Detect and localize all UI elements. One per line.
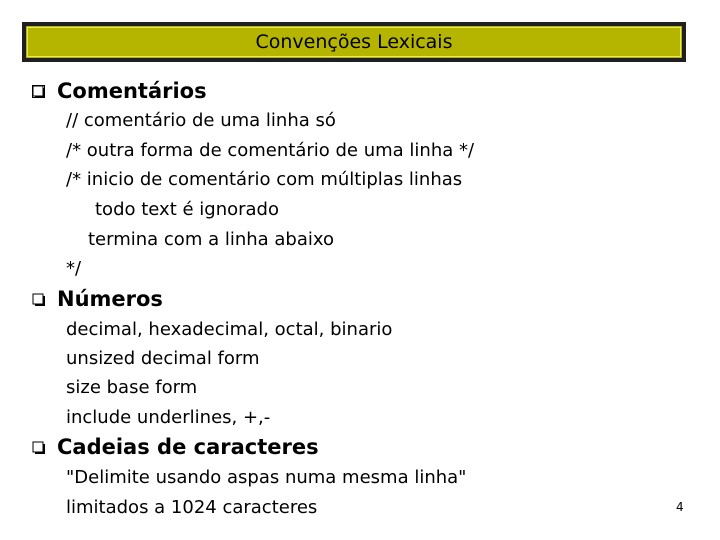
string-line-2: limitados a 1024 caracteres [66, 497, 318, 518]
number-line-2: unsized decimal form [66, 348, 260, 369]
heading-comentarios: Comentários [57, 79, 207, 103]
title-bar [22, 22, 686, 62]
number-line-1: decimal, hexadecimal, octal, binario [66, 319, 393, 340]
square-bullet-icon [32, 85, 45, 98]
square-bullet-icon [32, 293, 45, 306]
number-line-4: include underlines, +,- [66, 407, 271, 428]
title-inner [27, 27, 681, 57]
section-heading [32, 286, 672, 312]
comment-line-3: /* inicio de comentário com múltiplas linhas [66, 169, 463, 190]
page-number: 4 [676, 500, 684, 514]
number-line-3: size base form [66, 377, 198, 398]
section-heading [32, 434, 672, 460]
square-bullet-icon [32, 441, 45, 454]
slide-title: Convenções Lexicais [255, 31, 453, 53]
section-numeros [32, 286, 672, 312]
comment-line-6: */ [66, 258, 82, 279]
string-line-1: "Delimite usando aspas numa mesma linha" [66, 467, 467, 488]
heading-numeros: Números [57, 287, 163, 311]
heading-cadeias: Cadeias de caracteres [57, 435, 319, 459]
section-comentarios [32, 78, 672, 104]
section-cadeias [32, 434, 672, 460]
section-heading [32, 78, 672, 104]
comment-line-4: todo text é ignorado [95, 199, 279, 220]
comment-line-1: // comentário de uma linha só [66, 110, 336, 131]
comment-line-2: /* outra forma de comentário de uma linha */ [66, 140, 475, 161]
comment-line-5: termina com a linha abaixo [88, 229, 334, 250]
